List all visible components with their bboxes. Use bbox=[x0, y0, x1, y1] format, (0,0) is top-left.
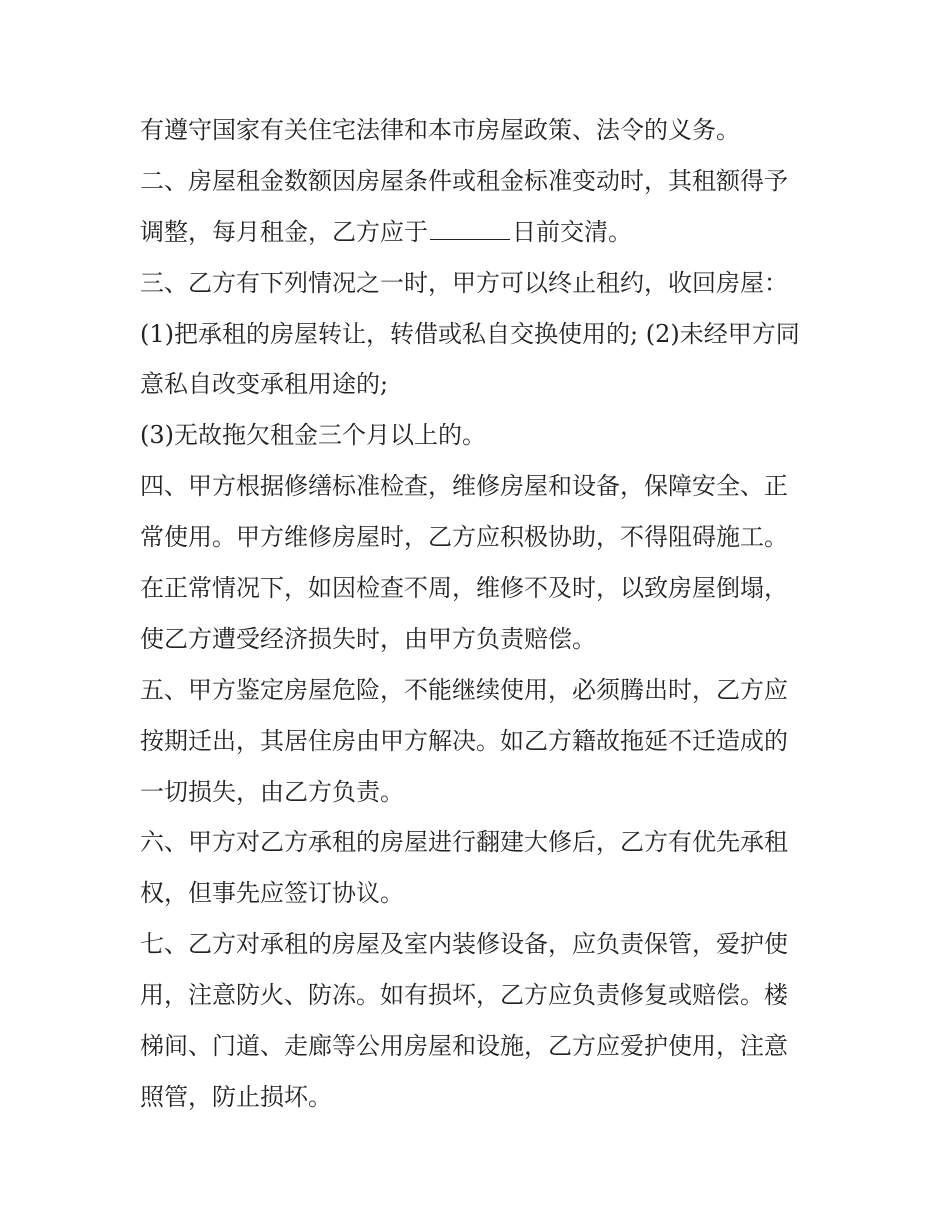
text-line: 在正常情况下，如因检查不周，维修不及时，以致房屋倒塌， bbox=[140, 574, 788, 603]
text-line: 一切损失，由乙方负责。 bbox=[140, 777, 404, 806]
text-line: 照管，防止损坏。 bbox=[140, 1082, 332, 1111]
text-line: 常使用。甲方维修房屋时，乙方应积极协助，不得阻碍施工。 bbox=[140, 523, 788, 552]
text-line: 使乙方遭受经济损失时，由甲方负责赔偿。 bbox=[140, 624, 596, 653]
text-line: 五、甲方鉴定房屋危险，不能继续使用，必须腾出时，乙方应 bbox=[140, 675, 788, 704]
text-line: 权，但事先应签订协议。 bbox=[140, 879, 404, 908]
text-line: 四、甲方根据修缮标准检查，维修房屋和设备，保障安全、正 bbox=[140, 472, 788, 501]
text-segment: 日前交清。 bbox=[512, 217, 632, 246]
text-line: 六、甲方对乙方承租的房屋进行翻建大修后，乙方有优先承租 bbox=[140, 828, 788, 857]
text-line: 用，注意防火、防冻。如有损坏，乙方应负责修复或赔偿。楼 bbox=[140, 981, 788, 1010]
text-line: 梯间、门道、走廊等公用房屋和设施，乙方应爱护使用，注意 bbox=[140, 1032, 788, 1061]
text-segment: 调整，每月租金，乙方应于 bbox=[140, 217, 428, 246]
document-body bbox=[140, 105, 820, 1123]
text-line: 意私自改变承租用途的; bbox=[140, 370, 389, 399]
text-line: 按期迁出，其居住房由甲方解决。如乙方籍故拖延不迁造成的 bbox=[140, 726, 788, 755]
text-line-with-blank bbox=[140, 207, 820, 258]
text-line: 二、房屋租金数额因房屋条件或租金标准变动时，其租额得予 bbox=[140, 166, 788, 195]
text-line: 有遵守国家有关住宅法律和本市房屋政策、法令的义务。 bbox=[140, 116, 740, 144]
text-line: 七、乙方对承租的房屋及室内装修设备，应负责保管，爱护使 bbox=[140, 930, 788, 959]
text-line: (3)无故拖欠租金三个月以上的。 bbox=[140, 421, 486, 450]
fill-in-blank bbox=[430, 217, 510, 240]
text-line: 三、乙方有下列情况之一时，甲方可以终止租约，收回房屋： bbox=[140, 268, 788, 297]
text-line: (1)把承租的房屋转让，转借或私自交换使用的; (2)未经甲方同 bbox=[140, 319, 800, 348]
